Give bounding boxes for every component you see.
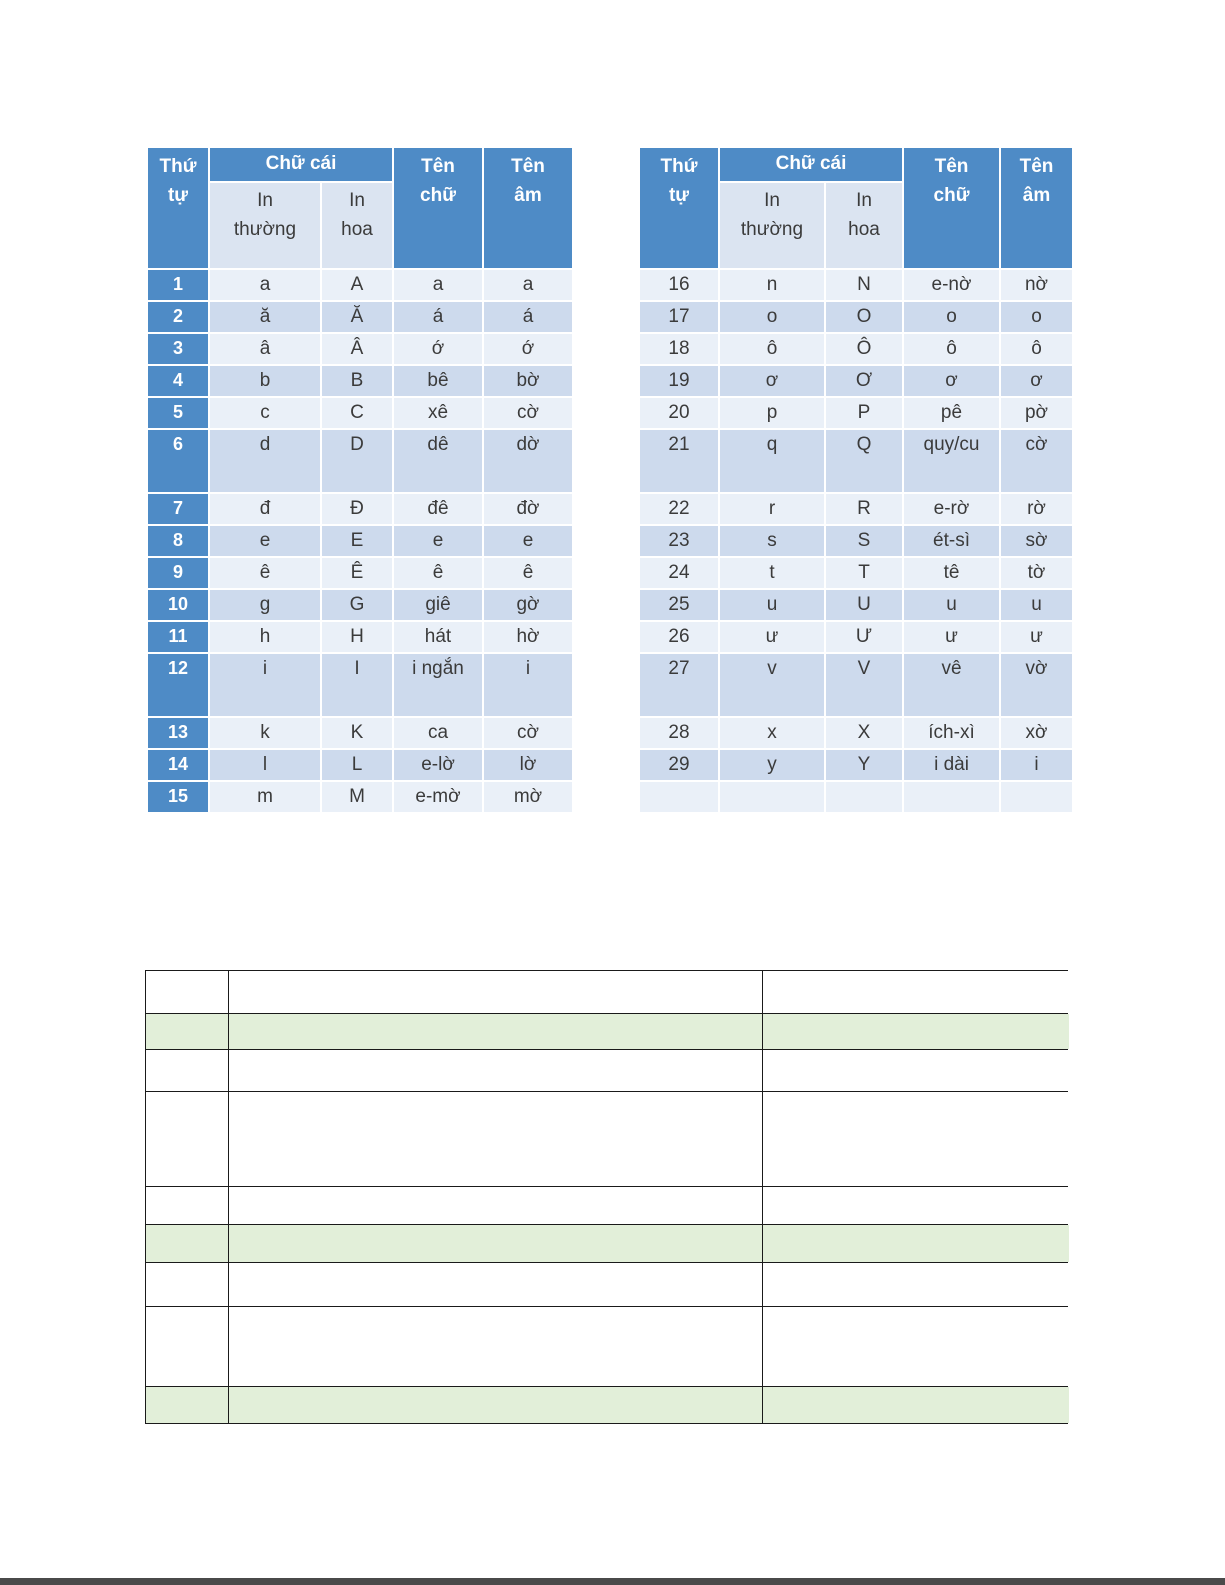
uppercase-cell: X bbox=[826, 718, 902, 748]
order-cell: 18 bbox=[640, 334, 718, 364]
header-order-right: Thứ tự bbox=[640, 148, 718, 268]
sound-name-cell: rờ bbox=[1001, 494, 1072, 524]
sound-name-cell bbox=[1001, 782, 1072, 812]
exercise-cell-right bbox=[763, 1092, 1069, 1186]
exercise-cell-left bbox=[146, 1225, 229, 1262]
exercise-cell-middle bbox=[229, 1307, 763, 1386]
lowercase-cell: l bbox=[210, 750, 320, 780]
exercise-cell-middle bbox=[229, 1014, 763, 1049]
header-lowercase-right: In thường bbox=[720, 183, 824, 268]
spacer-cell bbox=[574, 302, 638, 332]
letter-name-cell: ô bbox=[904, 334, 999, 364]
exercise-cell-left bbox=[146, 1187, 229, 1224]
exercise-cell-left bbox=[146, 1307, 229, 1386]
spacer-cell bbox=[574, 526, 638, 556]
lowercase-cell: t bbox=[720, 558, 824, 588]
sound-name-cell: ê bbox=[484, 558, 572, 588]
lowercase-cell: u bbox=[720, 590, 824, 620]
uppercase-cell: C bbox=[322, 398, 392, 428]
letter-name-cell: ca bbox=[394, 718, 482, 748]
uppercase-cell: N bbox=[826, 270, 902, 300]
header-letter-name-right: Tên chữ bbox=[904, 148, 999, 268]
uppercase-cell: Ơ bbox=[826, 366, 902, 396]
letter-name-cell: ê bbox=[394, 558, 482, 588]
exercise-cell-right bbox=[763, 1050, 1069, 1091]
spacer-cell bbox=[574, 654, 638, 716]
uppercase-cell: T bbox=[826, 558, 902, 588]
exercise-cell-middle bbox=[229, 1225, 763, 1262]
exercise-row bbox=[146, 1307, 1067, 1387]
header-letters-right: Chữ cái bbox=[720, 148, 902, 181]
sound-name-cell: mờ bbox=[484, 782, 572, 812]
sound-name-cell: ư bbox=[1001, 622, 1072, 652]
order-cell bbox=[640, 782, 718, 812]
page-bottom-edge bbox=[0, 1578, 1225, 1585]
letter-name-cell: o bbox=[904, 302, 999, 332]
lowercase-cell: đ bbox=[210, 494, 320, 524]
alphabet-row bbox=[148, 302, 1072, 332]
sound-name-cell: i bbox=[1001, 750, 1072, 780]
order-cell: 19 bbox=[640, 366, 718, 396]
uppercase-cell: P bbox=[826, 398, 902, 428]
header-uppercase-left: In hoa bbox=[322, 183, 392, 268]
sound-name-cell: i bbox=[484, 654, 572, 716]
lowercase-cell: ê bbox=[210, 558, 320, 588]
sound-name-cell: bờ bbox=[484, 366, 572, 396]
uppercase-cell: Ô bbox=[826, 334, 902, 364]
spacer-cell bbox=[574, 750, 638, 780]
header-order-left: Thứ tự bbox=[148, 148, 208, 268]
order-cell: 16 bbox=[640, 270, 718, 300]
lowercase-cell: b bbox=[210, 366, 320, 396]
exercise-cell-right bbox=[763, 1014, 1069, 1049]
letter-name-cell: e-mờ bbox=[394, 782, 482, 812]
exercise-cell-middle bbox=[229, 1050, 763, 1091]
spacer-cell bbox=[574, 590, 638, 620]
lowercase-cell: s bbox=[720, 526, 824, 556]
exercise-cell-left bbox=[146, 1050, 229, 1091]
alphabet-row bbox=[148, 622, 1072, 652]
alphabet-row bbox=[148, 718, 1072, 748]
sound-name-cell: pờ bbox=[1001, 398, 1072, 428]
exercise-cell-middle bbox=[229, 1092, 763, 1186]
exercise-cell-middle bbox=[229, 1263, 763, 1306]
order-cell: 11 bbox=[148, 622, 208, 652]
lowercase-cell: m bbox=[210, 782, 320, 812]
order-cell: 9 bbox=[148, 558, 208, 588]
header-uppercase-right: In hoa bbox=[826, 183, 902, 268]
exercise-cell-left bbox=[146, 1092, 229, 1186]
order-cell: 5 bbox=[148, 398, 208, 428]
lowercase-cell: ư bbox=[720, 622, 824, 652]
sound-name-cell: gờ bbox=[484, 590, 572, 620]
order-cell: 2 bbox=[148, 302, 208, 332]
uppercase-cell: S bbox=[826, 526, 902, 556]
sound-name-cell: lờ bbox=[484, 750, 572, 780]
sound-name-cell: ơ bbox=[1001, 366, 1072, 396]
lowercase-cell: v bbox=[720, 654, 824, 716]
alphabet-table bbox=[148, 148, 1072, 814]
uppercase-cell: E bbox=[322, 526, 392, 556]
uppercase-cell: L bbox=[322, 750, 392, 780]
letter-name-cell: vê bbox=[904, 654, 999, 716]
spacer-cell bbox=[574, 718, 638, 748]
letter-name-cell: ư bbox=[904, 622, 999, 652]
header-letters-left: Chữ cái bbox=[210, 148, 392, 181]
order-cell: 7 bbox=[148, 494, 208, 524]
uppercase-cell: Â bbox=[322, 334, 392, 364]
letter-name-cell: tê bbox=[904, 558, 999, 588]
uppercase-cell: V bbox=[826, 654, 902, 716]
exercise-row bbox=[146, 1050, 1067, 1092]
exercise-cell-right bbox=[763, 1307, 1069, 1386]
lowercase-cell: d bbox=[210, 430, 320, 492]
exercise-cell-right bbox=[763, 1225, 1069, 1262]
header-spacer bbox=[574, 148, 638, 268]
alphabet-row bbox=[148, 782, 1072, 812]
sound-name-cell: u bbox=[1001, 590, 1072, 620]
order-cell: 10 bbox=[148, 590, 208, 620]
lowercase-cell: â bbox=[210, 334, 320, 364]
order-cell: 28 bbox=[640, 718, 718, 748]
sound-name-cell: nờ bbox=[1001, 270, 1072, 300]
lowercase-cell: g bbox=[210, 590, 320, 620]
order-cell: 26 bbox=[640, 622, 718, 652]
spacer-cell bbox=[574, 430, 638, 492]
order-cell: 15 bbox=[148, 782, 208, 812]
uppercase-cell: M bbox=[322, 782, 392, 812]
letter-name-cell: a bbox=[394, 270, 482, 300]
exercise-row bbox=[146, 1014, 1067, 1050]
uppercase-cell: Ư bbox=[826, 622, 902, 652]
lowercase-cell: c bbox=[210, 398, 320, 428]
lowercase-cell: n bbox=[720, 270, 824, 300]
order-cell: 24 bbox=[640, 558, 718, 588]
lowercase-cell: a bbox=[210, 270, 320, 300]
order-cell: 13 bbox=[148, 718, 208, 748]
alphabet-row bbox=[148, 590, 1072, 620]
spacer-cell bbox=[574, 334, 638, 364]
exercise-cell-left bbox=[146, 1387, 229, 1423]
letter-name-cell: bê bbox=[394, 366, 482, 396]
order-cell: 29 bbox=[640, 750, 718, 780]
uppercase-cell: Ă bbox=[322, 302, 392, 332]
sound-name-cell: á bbox=[484, 302, 572, 332]
exercise-row bbox=[146, 1225, 1067, 1263]
sound-name-cell: e bbox=[484, 526, 572, 556]
order-cell: 4 bbox=[148, 366, 208, 396]
lowercase-cell: e bbox=[210, 526, 320, 556]
uppercase-cell: Q bbox=[826, 430, 902, 492]
exercise-cell-left bbox=[146, 1014, 229, 1049]
uppercase-cell: D bbox=[322, 430, 392, 492]
sound-name-cell: đờ bbox=[484, 494, 572, 524]
lowercase-cell: q bbox=[720, 430, 824, 492]
letter-name-cell: dê bbox=[394, 430, 482, 492]
lowercase-cell: x bbox=[720, 718, 824, 748]
sound-name-cell: vờ bbox=[1001, 654, 1072, 716]
letter-name-cell: quy/cu bbox=[904, 430, 999, 492]
lowercase-cell: ơ bbox=[720, 366, 824, 396]
exercise-cell-left bbox=[146, 1263, 229, 1306]
alphabet-row bbox=[148, 558, 1072, 588]
lowercase-cell: y bbox=[720, 750, 824, 780]
alphabet-row bbox=[148, 654, 1072, 716]
exercise-cell-right bbox=[763, 1263, 1069, 1306]
alphabet-row bbox=[148, 334, 1072, 364]
uppercase-cell: O bbox=[826, 302, 902, 332]
exercise-row bbox=[146, 1263, 1067, 1307]
sound-name-cell: ớ bbox=[484, 334, 572, 364]
letter-name-cell: ớ bbox=[394, 334, 482, 364]
header-letter-name-left: Tên chữ bbox=[394, 148, 482, 268]
spacer-cell bbox=[574, 622, 638, 652]
order-cell: 20 bbox=[640, 398, 718, 428]
letter-name-cell: pê bbox=[904, 398, 999, 428]
spacer-cell bbox=[574, 558, 638, 588]
alphabet-row bbox=[148, 366, 1072, 396]
letter-name-cell: e-nờ bbox=[904, 270, 999, 300]
uppercase-cell bbox=[826, 782, 902, 812]
letter-name-cell: ét-sì bbox=[904, 526, 999, 556]
uppercase-cell: B bbox=[322, 366, 392, 396]
exercise-cell-right bbox=[763, 1387, 1069, 1423]
uppercase-cell: K bbox=[322, 718, 392, 748]
order-cell: 21 bbox=[640, 430, 718, 492]
lowercase-cell bbox=[720, 782, 824, 812]
sound-name-cell: cờ bbox=[484, 398, 572, 428]
alphabet-table-body bbox=[148, 270, 1072, 812]
exercise-cell-left bbox=[146, 971, 229, 1013]
order-cell: 17 bbox=[640, 302, 718, 332]
sound-name-cell: cờ bbox=[1001, 430, 1072, 492]
letter-name-cell: i ngắn bbox=[394, 654, 482, 716]
uppercase-cell: H bbox=[322, 622, 392, 652]
exercise-row bbox=[146, 1387, 1067, 1423]
lowercase-cell: i bbox=[210, 654, 320, 716]
letter-name-cell: ích-xì bbox=[904, 718, 999, 748]
exercise-cell-middle bbox=[229, 971, 763, 1013]
exercise-row bbox=[146, 1092, 1067, 1187]
letter-name-cell: u bbox=[904, 590, 999, 620]
letter-name-cell: á bbox=[394, 302, 482, 332]
letter-name-cell: e-rờ bbox=[904, 494, 999, 524]
letter-name-cell: ơ bbox=[904, 366, 999, 396]
sound-name-cell: dờ bbox=[484, 430, 572, 492]
uppercase-cell: Đ bbox=[322, 494, 392, 524]
exercise-table bbox=[145, 970, 1068, 1424]
letter-name-cell: đê bbox=[394, 494, 482, 524]
alphabet-row bbox=[148, 270, 1072, 300]
uppercase-cell: I bbox=[322, 654, 392, 716]
alphabet-table-header bbox=[148, 148, 1072, 268]
uppercase-cell: Y bbox=[826, 750, 902, 780]
order-cell: 3 bbox=[148, 334, 208, 364]
header-sound-name-right: Tên âm bbox=[1001, 148, 1072, 268]
spacer-cell bbox=[574, 366, 638, 396]
letter-name-cell: e-lờ bbox=[394, 750, 482, 780]
letter-name-cell: e bbox=[394, 526, 482, 556]
uppercase-cell: A bbox=[322, 270, 392, 300]
exercise-cell-right bbox=[763, 971, 1069, 1013]
letter-name-cell: i dài bbox=[904, 750, 999, 780]
lowercase-cell: ă bbox=[210, 302, 320, 332]
exercise-cell-middle bbox=[229, 1387, 763, 1423]
sound-name-cell: tờ bbox=[1001, 558, 1072, 588]
order-cell: 1 bbox=[148, 270, 208, 300]
exercise-row bbox=[146, 1187, 1067, 1225]
letter-name-cell bbox=[904, 782, 999, 812]
header-sound-name-left: Tên âm bbox=[484, 148, 572, 268]
lowercase-cell: h bbox=[210, 622, 320, 652]
lowercase-cell: o bbox=[720, 302, 824, 332]
uppercase-cell: R bbox=[826, 494, 902, 524]
order-cell: 8 bbox=[148, 526, 208, 556]
sound-name-cell: a bbox=[484, 270, 572, 300]
sound-name-cell: xờ bbox=[1001, 718, 1072, 748]
header-lowercase-left: In thường bbox=[210, 183, 320, 268]
lowercase-cell: ô bbox=[720, 334, 824, 364]
sound-name-cell: hờ bbox=[484, 622, 572, 652]
order-cell: 25 bbox=[640, 590, 718, 620]
order-cell: 22 bbox=[640, 494, 718, 524]
order-cell: 12 bbox=[148, 654, 208, 716]
order-cell: 14 bbox=[148, 750, 208, 780]
sound-name-cell: ô bbox=[1001, 334, 1072, 364]
spacer-cell bbox=[574, 398, 638, 428]
order-cell: 23 bbox=[640, 526, 718, 556]
uppercase-cell: G bbox=[322, 590, 392, 620]
lowercase-cell: r bbox=[720, 494, 824, 524]
letter-name-cell: giê bbox=[394, 590, 482, 620]
order-cell: 27 bbox=[640, 654, 718, 716]
uppercase-cell: U bbox=[826, 590, 902, 620]
sound-name-cell: sờ bbox=[1001, 526, 1072, 556]
sound-name-cell: cờ bbox=[484, 718, 572, 748]
exercise-cell-middle bbox=[229, 1187, 763, 1224]
spacer-cell bbox=[574, 494, 638, 524]
exercise-row bbox=[146, 971, 1067, 1014]
spacer-cell bbox=[574, 270, 638, 300]
alphabet-row bbox=[148, 430, 1072, 492]
alphabet-row bbox=[148, 526, 1072, 556]
exercise-cell-right bbox=[763, 1187, 1069, 1224]
letter-name-cell: hát bbox=[394, 622, 482, 652]
alphabet-row bbox=[148, 750, 1072, 780]
spacer-cell bbox=[574, 782, 638, 812]
uppercase-cell: Ê bbox=[322, 558, 392, 588]
lowercase-cell: k bbox=[210, 718, 320, 748]
order-cell: 6 bbox=[148, 430, 208, 492]
alphabet-row bbox=[148, 398, 1072, 428]
letter-name-cell: xê bbox=[394, 398, 482, 428]
sound-name-cell: o bbox=[1001, 302, 1072, 332]
lowercase-cell: p bbox=[720, 398, 824, 428]
alphabet-row bbox=[148, 494, 1072, 524]
